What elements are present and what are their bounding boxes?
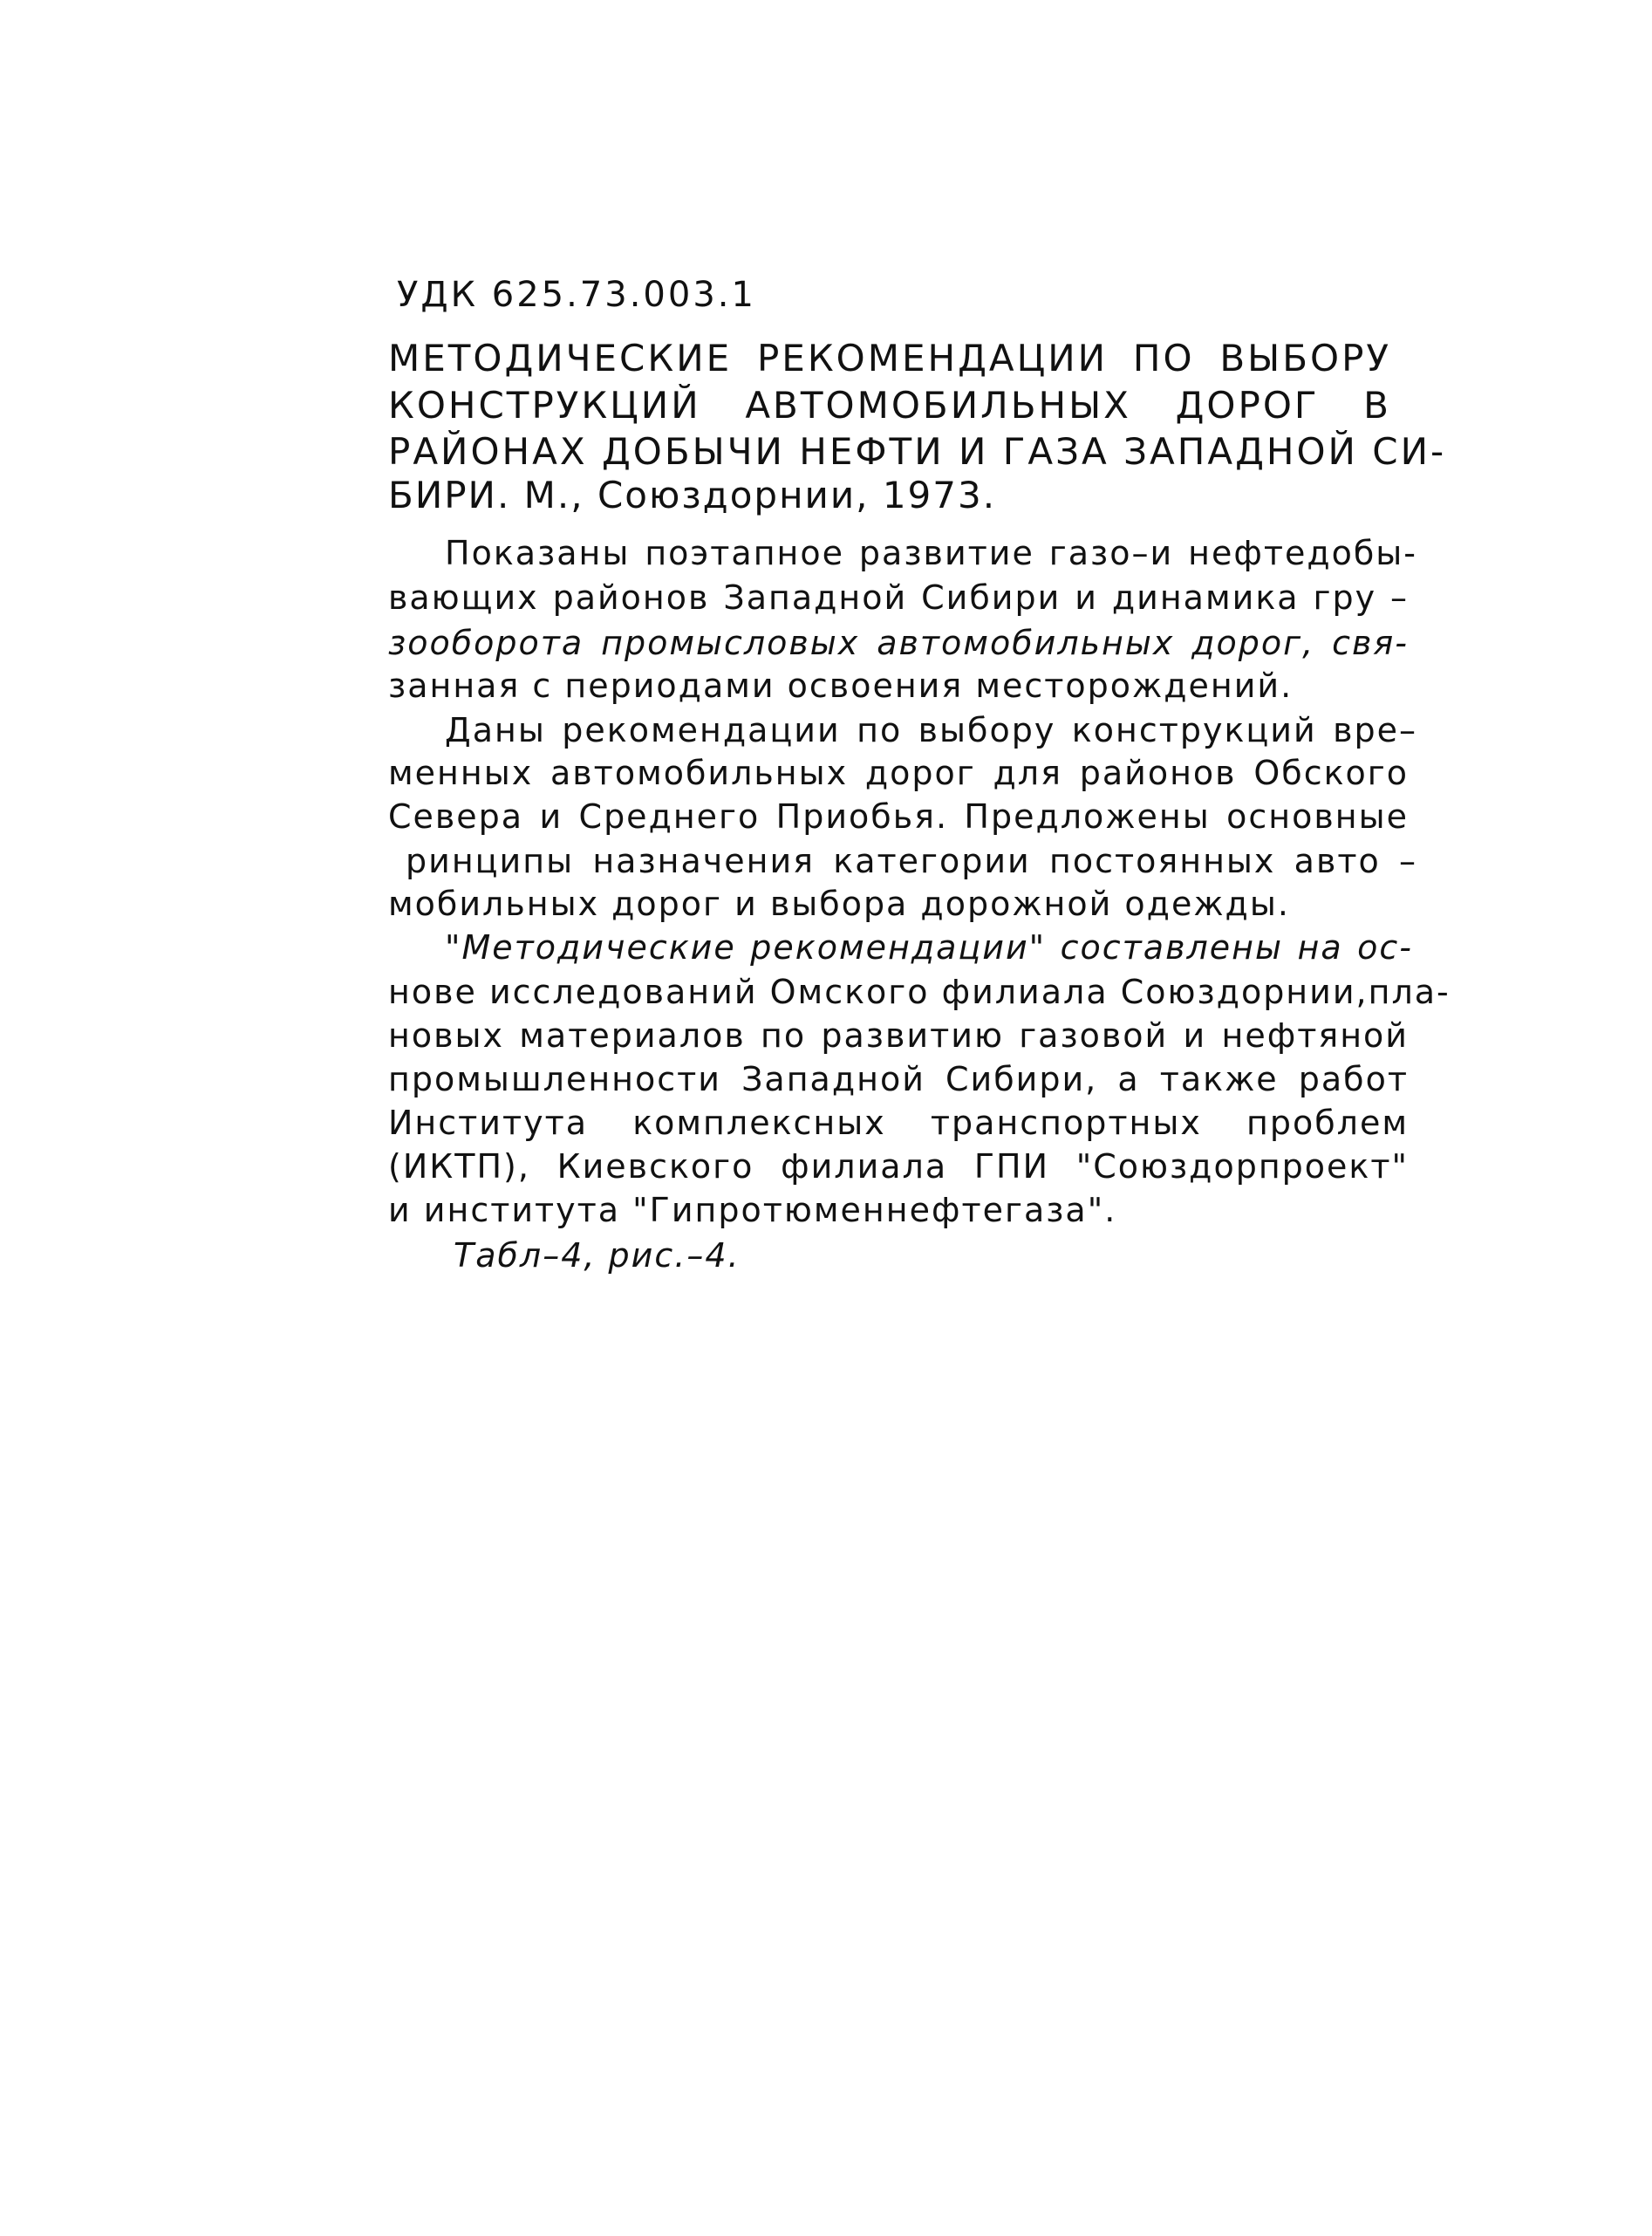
abstract-line-5: Даны рекомендации по выбору конструкций вре–: [445, 711, 1417, 749]
abstract-line-4: занная с периодами освоения месторождений.: [388, 667, 1294, 705]
udk-code: УДК 625.73.003.1: [397, 275, 756, 315]
abstract-line-8: ринципы назначения категории постоянных авто –: [406, 842, 1417, 880]
abstract-line-1: Показаны поэтапное развитие газо–и нефтедобы-: [445, 534, 1417, 572]
title-line-4: БИРИ. М., Союздорнии, 1973.: [388, 474, 997, 516]
title-line-1: МЕТОДИЧЕСКИЕ РЕКОМЕНДАЦИИ ПО ВЫБОРУ: [388, 337, 1391, 380]
abstract-line-11: нове исследований Омского филиала Союздорнии,пла-: [388, 973, 1451, 1011]
abstract-line-15: (ИКТП), Киевского филиала ГПИ "Союздорпроект": [388, 1147, 1409, 1186]
title-line-2: КОНСТРУКЦИЙ АВТОМОБИЛЬНЫХ ДОРОГ В: [388, 384, 1391, 427]
abstract-line-13: промышленности Западной Сибири, а также работ: [388, 1060, 1409, 1098]
abstract-line-7: Севера и Среднего Приобья. Предложены основные: [388, 797, 1409, 836]
tables-figures-note: Табл–4, рис.–4.: [454, 1236, 741, 1275]
abstract-line-3: зооборота промысловых автомобильных дорог, свя-: [388, 624, 1409, 662]
abstract-line-16: и института "Гипротюменнефтегаза".: [388, 1191, 1117, 1229]
abstract-line-14: Института комплексных транспортных проблем: [388, 1104, 1409, 1142]
abstract-line-6: менных автомобильных дорог для районов Обского: [388, 754, 1409, 792]
title-line-3: РАЙОНАХ ДОБЫЧИ НЕФТИ И ГАЗА ЗАПАДНОЙ СИ-: [388, 430, 1447, 473]
abstract-line-10: "Методические рекомендации" составлены на ос-: [445, 928, 1413, 967]
abstract-line-9: мобильных дорог и выбора дорожной одежды.: [388, 885, 1290, 923]
abstract-line-12: новых материалов по развитию газовой и нефтяной: [388, 1016, 1409, 1055]
abstract-line-2: вающих районов Западной Сибири и динамика гру –: [388, 578, 1409, 617]
